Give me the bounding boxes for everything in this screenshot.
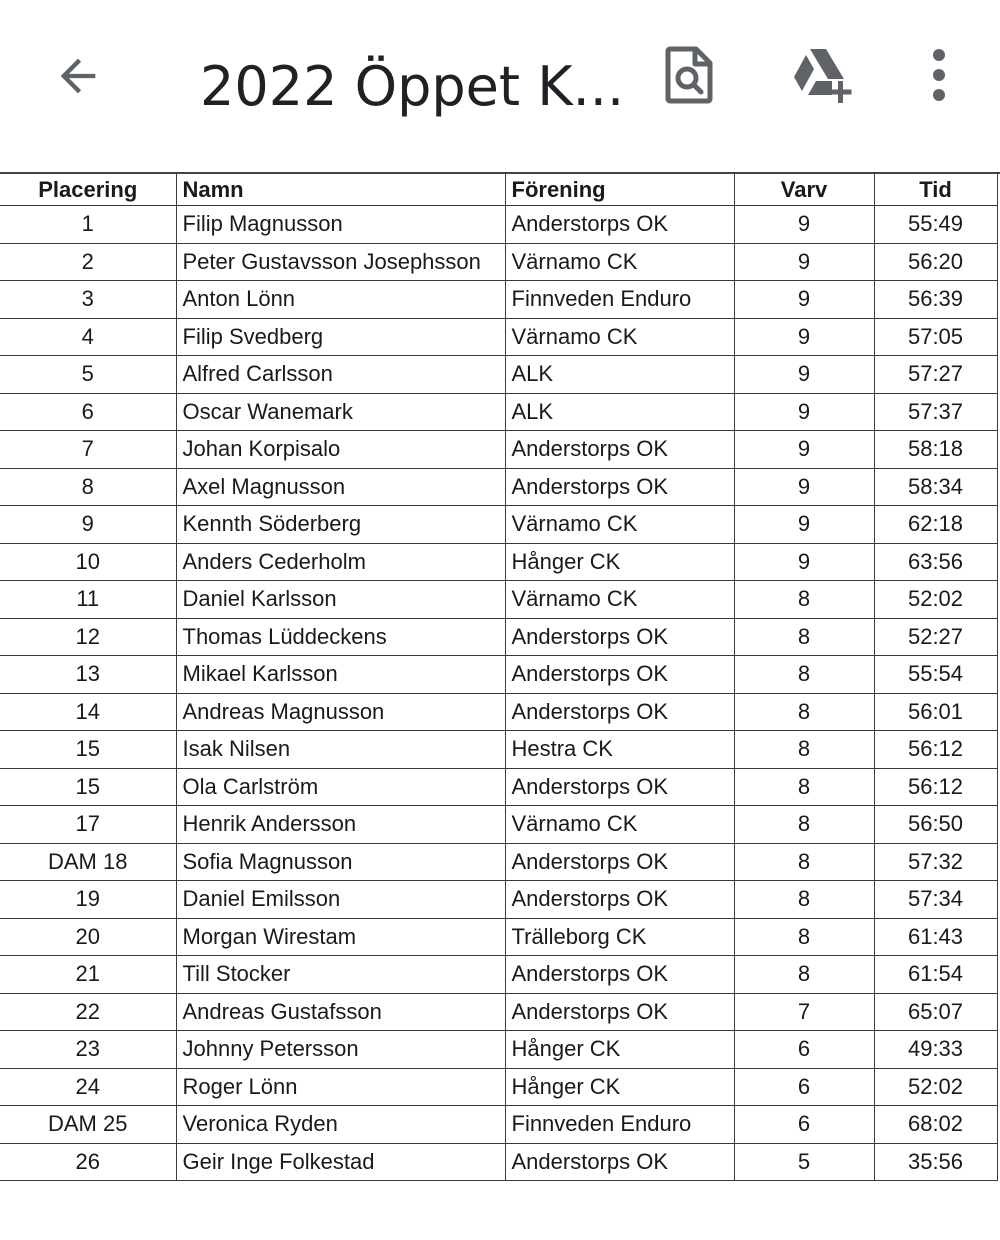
cell-tid: 56:12 (874, 731, 997, 769)
cell-placering: 17 (0, 806, 176, 844)
cell-placering: 22 (0, 993, 176, 1031)
cell-placering: 26 (0, 1143, 176, 1181)
table-row (0, 318, 997, 356)
cell-tid: 57:34 (874, 881, 997, 919)
cell-varv: 9 (734, 468, 874, 506)
cell-forening: Anderstorps OK (505, 618, 734, 656)
results-sheet (0, 172, 1000, 1181)
cell-varv: 6 (734, 1068, 874, 1106)
cell-tid: 57:05 (874, 318, 997, 356)
cell-varv: 8 (734, 918, 874, 956)
cell-varv: 6 (734, 1106, 874, 1144)
cell-placering: 7 (0, 431, 176, 469)
cell-forening: Finnveden Enduro (505, 1106, 734, 1144)
more-vert-icon (929, 47, 949, 103)
header-varv: Varv (734, 174, 874, 206)
cell-forening: Hestra CK (505, 731, 734, 769)
cell-varv: 8 (734, 843, 874, 881)
cell-forening: Anderstorps OK (505, 468, 734, 506)
cell-tid: 52:02 (874, 581, 997, 619)
cell-placering: 11 (0, 581, 176, 619)
cell-namn: Johan Korpisalo (176, 431, 505, 469)
cell-varv: 8 (734, 581, 874, 619)
cell-placering: 4 (0, 318, 176, 356)
cell-tid: 61:54 (874, 956, 997, 994)
cell-varv: 9 (734, 281, 874, 319)
cell-varv: 9 (734, 506, 874, 544)
cell-placering: 13 (0, 656, 176, 694)
cell-namn: Mikael Karlsson (176, 656, 505, 694)
cell-namn: Ola Carlström (176, 768, 505, 806)
cell-namn: Axel Magnusson (176, 468, 505, 506)
cell-forening: Anderstorps OK (505, 768, 734, 806)
cell-forening: Hånger CK (505, 1031, 734, 1069)
table-row (0, 393, 997, 431)
table-row (0, 693, 997, 731)
table-row (0, 243, 997, 281)
cell-forening: Hånger CK (505, 1068, 734, 1106)
table-row (0, 1143, 997, 1181)
table-row (0, 881, 997, 919)
cell-tid: 63:56 (874, 543, 997, 581)
cell-varv: 8 (734, 618, 874, 656)
cell-namn: Anton Lönn (176, 281, 505, 319)
table-row (0, 468, 997, 506)
cell-namn: Daniel Emilsson (176, 881, 505, 919)
document-title: 2022 Öppet K... (200, 55, 625, 118)
cell-namn: Anders Cederholm (176, 543, 505, 581)
header-row (0, 174, 997, 206)
cell-namn: Isak Nilsen (176, 731, 505, 769)
cell-tid: 58:34 (874, 468, 997, 506)
arrow-left-icon (52, 50, 104, 102)
cell-tid: 56:12 (874, 768, 997, 806)
cell-varv: 8 (734, 881, 874, 919)
cell-forening: Värnamo CK (505, 806, 734, 844)
cell-varv: 9 (734, 393, 874, 431)
cell-placering: 14 (0, 693, 176, 731)
table-row (0, 843, 997, 881)
cell-tid: 52:02 (874, 1068, 997, 1106)
cell-placering: 20 (0, 918, 176, 956)
table-row (0, 918, 997, 956)
cell-placering: 3 (0, 281, 176, 319)
header-forening: Förening (505, 174, 734, 206)
cell-varv: 8 (734, 806, 874, 844)
cell-tid: 58:18 (874, 431, 997, 469)
cell-varv: 9 (734, 431, 874, 469)
cell-forening: Värnamo CK (505, 506, 734, 544)
cell-namn: Alfred Carlsson (176, 356, 505, 394)
cell-namn: Oscar Wanemark (176, 393, 505, 431)
cell-tid: 52:27 (874, 618, 997, 656)
cell-varv: 9 (734, 206, 874, 244)
cell-varv: 9 (734, 243, 874, 281)
cell-namn: Till Stocker (176, 956, 505, 994)
table-row (0, 543, 997, 581)
table-row (0, 806, 997, 844)
cell-forening: Anderstorps OK (505, 843, 734, 881)
cell-placering: 8 (0, 468, 176, 506)
cell-varv: 5 (734, 1143, 874, 1181)
cell-varv: 9 (734, 543, 874, 581)
cell-tid: 35:56 (874, 1143, 997, 1181)
more-options-button[interactable] (904, 40, 974, 110)
cell-placering: 23 (0, 1031, 176, 1069)
cell-placering: 9 (0, 506, 176, 544)
table-row (0, 581, 997, 619)
cell-namn: Kennth Söderberg (176, 506, 505, 544)
cell-forening: Finnveden Enduro (505, 281, 734, 319)
table-row (0, 1031, 997, 1069)
table-row (0, 281, 997, 319)
table-row (0, 768, 997, 806)
cell-forening: Värnamo CK (505, 318, 734, 356)
table-row (0, 431, 997, 469)
cell-placering: 2 (0, 243, 176, 281)
cell-tid: 56:01 (874, 693, 997, 731)
cell-tid: 57:32 (874, 843, 997, 881)
cell-placering: 15 (0, 731, 176, 769)
cell-forening: Anderstorps OK (505, 993, 734, 1031)
cell-varv: 8 (734, 656, 874, 694)
cell-tid: 49:33 (874, 1031, 997, 1069)
cell-placering: 1 (0, 206, 176, 244)
table-row (0, 356, 997, 394)
cell-namn: Andreas Gustafsson (176, 993, 505, 1031)
cell-tid: 62:18 (874, 506, 997, 544)
cell-tid: 61:43 (874, 918, 997, 956)
top-app-bar (0, 0, 1000, 150)
cell-namn: Roger Lönn (176, 1068, 505, 1106)
add-to-drive-button[interactable] (786, 40, 856, 110)
cell-forening: Anderstorps OK (505, 656, 734, 694)
cell-forening: Anderstorps OK (505, 1143, 734, 1181)
cell-varv: 8 (734, 768, 874, 806)
cell-placering: 24 (0, 1068, 176, 1106)
cell-namn: Geir Inge Folkestad (176, 1143, 505, 1181)
cell-namn: Thomas Lüddeckens (176, 618, 505, 656)
cell-forening: Värnamo CK (505, 581, 734, 619)
table-row (0, 1068, 997, 1106)
cell-forening: Anderstorps OK (505, 431, 734, 469)
table-row (0, 206, 997, 244)
cell-placering: 12 (0, 618, 176, 656)
table-row (0, 1106, 997, 1144)
cell-placering: 15 (0, 768, 176, 806)
drive-add-icon (788, 45, 854, 105)
cell-varv: 6 (734, 1031, 874, 1069)
cell-namn: Henrik Andersson (176, 806, 505, 844)
header-placering: Placering (0, 174, 176, 206)
cell-tid: 55:54 (874, 656, 997, 694)
cell-placering: 6 (0, 393, 176, 431)
cell-tid: 56:20 (874, 243, 997, 281)
cell-forening: Värnamo CK (505, 243, 734, 281)
cell-namn: Peter Gustavsson Josephsson (176, 243, 505, 281)
cell-placering: DAM 25 (0, 1106, 176, 1144)
cell-tid: 56:39 (874, 281, 997, 319)
cell-namn: Morgan Wirestam (176, 918, 505, 956)
cell-tid: 68:02 (874, 1106, 997, 1144)
cell-varv: 8 (734, 731, 874, 769)
results-table (0, 174, 998, 1181)
cell-namn: Sofia Magnusson (176, 843, 505, 881)
cell-forening: Anderstorps OK (505, 881, 734, 919)
cell-namn: Filip Svedberg (176, 318, 505, 356)
cell-forening: Trälleborg CK (505, 918, 734, 956)
cell-varv: 8 (734, 693, 874, 731)
cell-tid: 57:37 (874, 393, 997, 431)
table-row (0, 656, 997, 694)
table-row (0, 506, 997, 544)
table-row (0, 956, 997, 994)
table-row (0, 993, 997, 1031)
cell-forening: ALK (505, 356, 734, 394)
cell-namn: Andreas Magnusson (176, 693, 505, 731)
cell-namn: Johnny Petersson (176, 1031, 505, 1069)
header-namn: Namn (176, 174, 505, 206)
table-row (0, 731, 997, 769)
cell-forening: Anderstorps OK (505, 956, 734, 994)
cell-tid: 56:50 (874, 806, 997, 844)
search-document-icon (662, 45, 716, 105)
cell-placering: 5 (0, 356, 176, 394)
cell-namn: Daniel Karlsson (176, 581, 505, 619)
cell-forening: Anderstorps OK (505, 206, 734, 244)
cell-placering: 21 (0, 956, 176, 994)
cell-namn: Veronica Ryden (176, 1106, 505, 1144)
cell-namn: Filip Magnusson (176, 206, 505, 244)
cell-forening: ALK (505, 393, 734, 431)
cell-forening: Hånger CK (505, 543, 734, 581)
cell-forening: Anderstorps OK (505, 693, 734, 731)
cell-varv: 9 (734, 356, 874, 394)
back-button[interactable] (50, 48, 106, 104)
cell-varv: 9 (734, 318, 874, 356)
header-tid: Tid (874, 174, 997, 206)
cell-varv: 7 (734, 993, 874, 1031)
table-row (0, 618, 997, 656)
cell-tid: 57:27 (874, 356, 997, 394)
cell-varv: 8 (734, 956, 874, 994)
cell-placering: 19 (0, 881, 176, 919)
cell-placering: 10 (0, 543, 176, 581)
cell-tid: 65:07 (874, 993, 997, 1031)
find-in-document-button[interactable] (654, 40, 724, 110)
cell-placering: DAM 18 (0, 843, 176, 881)
cell-tid: 55:49 (874, 206, 997, 244)
